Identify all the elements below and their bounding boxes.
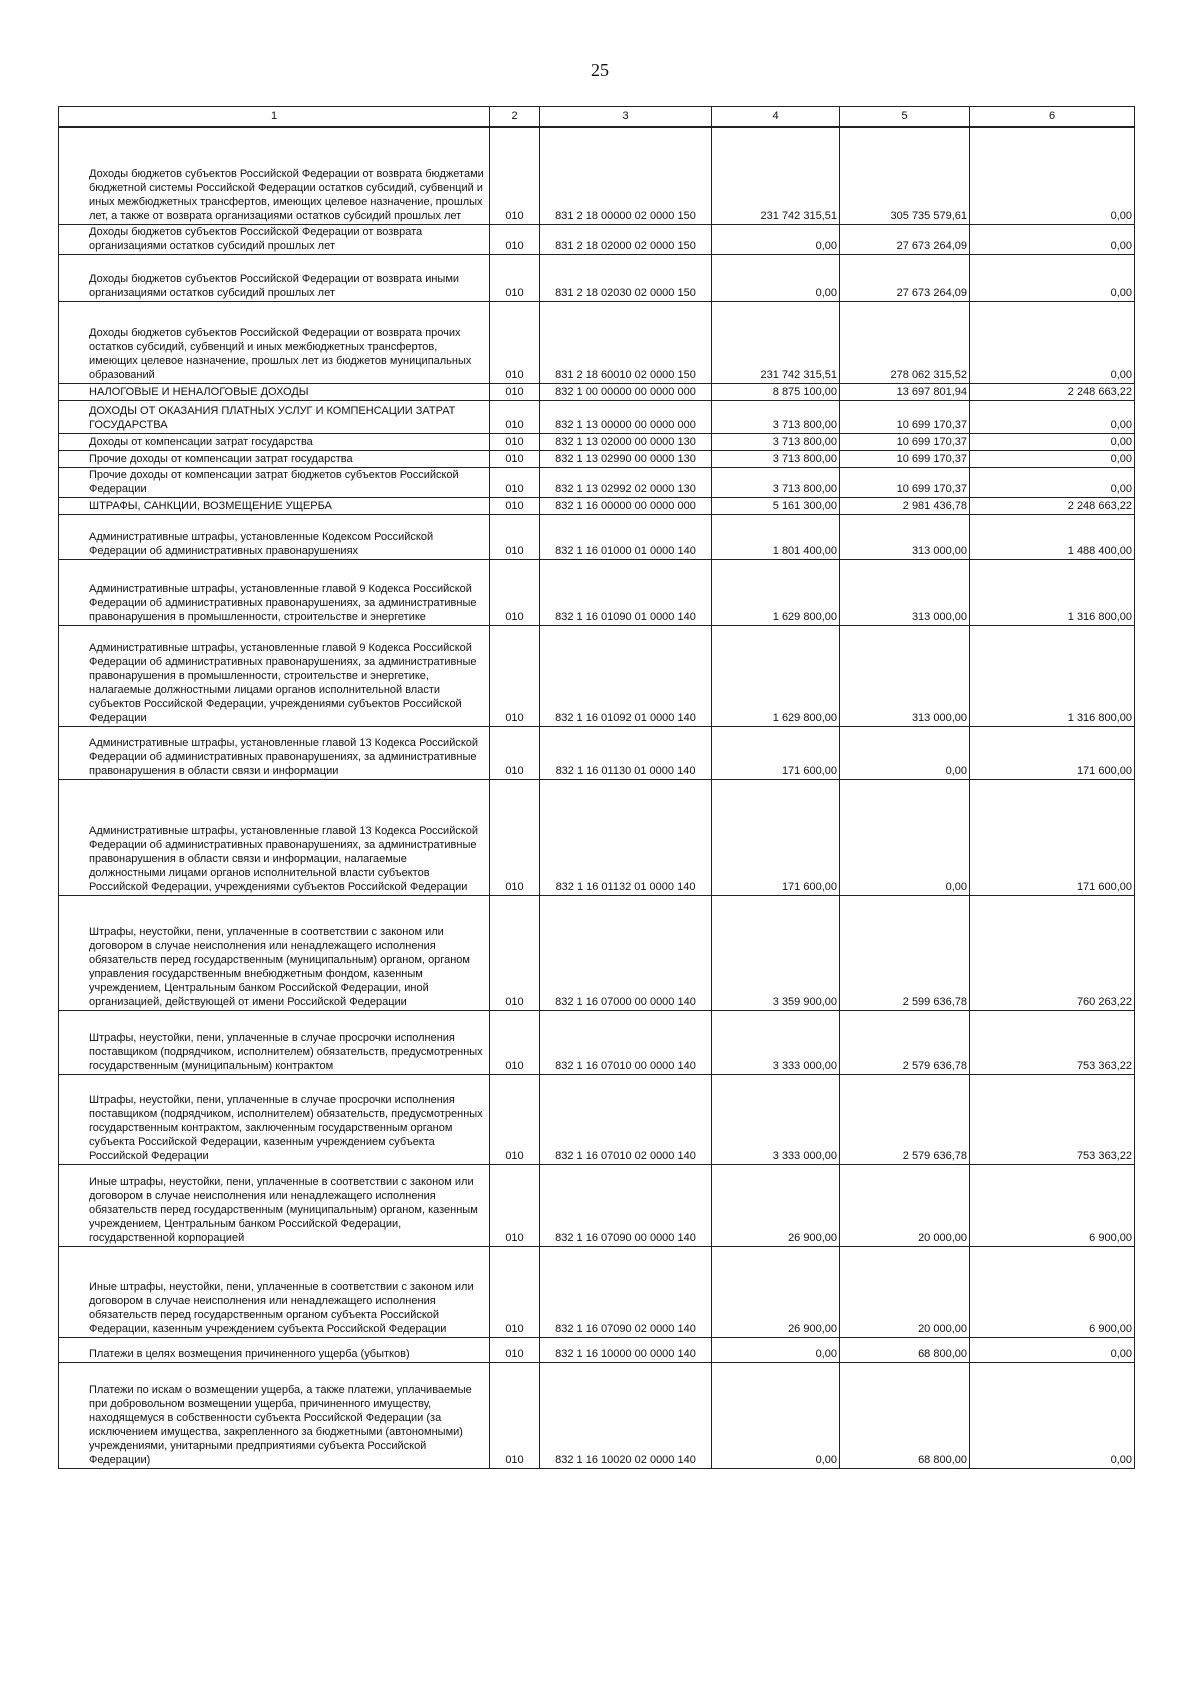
row-line-code: 010: [490, 401, 540, 434]
row-budget-code: 832 1 16 07000 00 0000 140: [540, 896, 712, 1011]
row-line-code: 010: [490, 1338, 540, 1363]
table-row: [59, 515, 1135, 560]
row-value-col4: 0,00: [712, 1338, 840, 1363]
row-description: Административные штрафы, установленные главой 13 Кодекса Российской Федерации об административных правонарушениях, за административные правонарушения в области связи и информации, налагаемые должностными лицами органов исполнительной власти субъектов Российской Федерации, учреждениями субъектов Российской Федерации: [59, 780, 490, 896]
table-row: [59, 780, 1135, 896]
row-budget-code: 831 2 18 00000 02 0000 150: [540, 127, 712, 225]
row-value-col6: 1 488 400,00: [970, 515, 1135, 560]
table-row: [59, 1338, 1135, 1363]
row-value-col5: 10 699 170,37: [840, 468, 970, 498]
table-row: [59, 560, 1135, 626]
row-line-code: 010: [490, 255, 540, 302]
row-budget-code: 831 2 18 60010 02 0000 150: [540, 302, 712, 384]
row-value-col4: 171 600,00: [712, 780, 840, 896]
table-row: [59, 127, 1135, 225]
row-line-code: 010: [490, 896, 540, 1011]
row-value-col5: 0,00: [840, 780, 970, 896]
column-header-6: 6: [970, 107, 1135, 127]
row-value-col6: 2 248 663,22: [970, 498, 1135, 515]
row-value-col6: 1 316 800,00: [970, 626, 1135, 727]
row-value-col4: 1 629 800,00: [712, 626, 840, 727]
row-value-col6: 760 263,22: [970, 896, 1135, 1011]
row-value-col5: 10 699 170,37: [840, 434, 970, 451]
table-row: [59, 225, 1135, 255]
column-header-4: 4: [712, 107, 840, 127]
row-value-col4: 0,00: [712, 255, 840, 302]
row-line-code: 010: [490, 451, 540, 468]
row-value-col5: 27 673 264,09: [840, 225, 970, 255]
row-value-col6: 0,00: [970, 434, 1135, 451]
row-value-col6: 171 600,00: [970, 780, 1135, 896]
row-value-col4: 231 742 315,51: [712, 127, 840, 225]
row-line-code: 010: [490, 560, 540, 626]
row-budget-code: 832 1 16 10020 02 0000 140: [540, 1363, 712, 1469]
row-value-col5: 68 800,00: [840, 1363, 970, 1469]
row-value-col4: 26 900,00: [712, 1247, 840, 1338]
row-description: Доходы бюджетов субъектов Российской Федерации от возврата бюджетами бюджетной системы Российской Федерации остатков субсидий, субвенций и иных межбюджетных трансфертов, имеющих целевое назначение, прошлых лет, а также от возврата организациями остатков субсидий прошлых лет: [59, 127, 490, 225]
row-value-col6: 0,00: [970, 451, 1135, 468]
row-description: Доходы бюджетов субъектов Российской Федерации от возврата иными организациями остатков субсидий прошлых лет: [59, 255, 490, 302]
table-row: [59, 1165, 1135, 1247]
row-value-col5: 313 000,00: [840, 515, 970, 560]
row-budget-code: 831 2 18 02000 02 0000 150: [540, 225, 712, 255]
row-budget-code: 832 1 16 07090 02 0000 140: [540, 1247, 712, 1338]
row-budget-code: 832 1 16 01090 01 0000 140: [540, 560, 712, 626]
row-value-col4: 3 713 800,00: [712, 468, 840, 498]
row-line-code: 010: [490, 302, 540, 384]
row-budget-code: 832 1 16 07010 02 0000 140: [540, 1075, 712, 1165]
row-line-code: 010: [490, 434, 540, 451]
row-value-col4: 171 600,00: [712, 727, 840, 780]
row-value-col6: 0,00: [970, 225, 1135, 255]
row-budget-code: 832 1 13 02000 00 0000 130: [540, 434, 712, 451]
row-value-col5: 10 699 170,37: [840, 451, 970, 468]
row-value-col4: 3 713 800,00: [712, 401, 840, 434]
row-line-code: 010: [490, 384, 540, 401]
table-row: [59, 1075, 1135, 1165]
column-header-2: 2: [490, 107, 540, 127]
row-value-col6: 753 363,22: [970, 1011, 1135, 1075]
row-value-col5: 13 697 801,94: [840, 384, 970, 401]
row-value-col6: 0,00: [970, 255, 1135, 302]
row-value-col6: 171 600,00: [970, 727, 1135, 780]
row-value-col5: 68 800,00: [840, 1338, 970, 1363]
row-value-col6: 0,00: [970, 401, 1135, 434]
row-line-code: 010: [490, 498, 540, 515]
row-line-code: 010: [490, 780, 540, 896]
row-value-col4: 26 900,00: [712, 1165, 840, 1247]
row-value-col6: 0,00: [970, 1338, 1135, 1363]
row-line-code: 010: [490, 727, 540, 780]
row-line-code: 010: [490, 1363, 540, 1469]
row-value-col4: 8 875 100,00: [712, 384, 840, 401]
row-budget-code: 832 1 13 02992 02 0000 130: [540, 468, 712, 498]
row-description: НАЛОГОВЫЕ И НЕНАЛОГОВЫЕ ДОХОДЫ: [59, 384, 490, 401]
table-row: [59, 451, 1135, 468]
row-budget-code: 832 1 16 01132 01 0000 140: [540, 780, 712, 896]
row-value-col5: 2 599 636,78: [840, 896, 970, 1011]
row-value-col4: 3 713 800,00: [712, 434, 840, 451]
row-description: Платежи по искам о возмещении ущерба, а также платежи, уплачиваемые при добровольном возмещении ущерба, причиненного имуществу, находящемуся в собственности субъекта Российской Федерации (за исключением имущества, закрепленного за бюджетными (автономными) учреждениями, унитарными предприятиями субъекта Российской Федерации): [59, 1363, 490, 1469]
table-row: [59, 626, 1135, 727]
row-value-col5: 0,00: [840, 727, 970, 780]
page-number: 25: [591, 60, 609, 80]
table-row: [59, 384, 1135, 401]
row-line-code: 010: [490, 515, 540, 560]
table-row: [59, 255, 1135, 302]
table-row: [59, 896, 1135, 1011]
row-value-col4: 1 801 400,00: [712, 515, 840, 560]
row-description: ШТРАФЫ, САНКЦИИ, ВОЗМЕЩЕНИЕ УЩЕРБА: [59, 498, 490, 515]
row-description: Платежи в целях возмещения причиненного ущерба (убытков): [59, 1338, 490, 1363]
row-description: Административные штрафы, установленные главой 9 Кодекса Российской Федерации об административных правонарушениях, за административные правонарушения в промышленности, строительстве и энергетике, налагаемые должностными лицами органов исполнительной власти субъектов Российской Федерации, учреждениями субъектов Российской Федерации: [59, 626, 490, 727]
row-value-col6: 2 248 663,22: [970, 384, 1135, 401]
table-row: [59, 1247, 1135, 1338]
table-row: [59, 434, 1135, 451]
row-value-col5: 10 699 170,37: [840, 401, 970, 434]
row-description: Доходы бюджетов субъектов Российской Федерации от возврата прочих остатков субсидий, субвенций и иных межбюджетных трансфертов, имеющих целевое назначение, прошлых лет из бюджетов муниципальных образований: [59, 302, 490, 384]
row-value-col5: 2 981 436,78: [840, 498, 970, 515]
row-budget-code: 832 1 13 00000 00 0000 000: [540, 401, 712, 434]
row-description: Административные штрафы, установленные главой 13 Кодекса Российской Федерации об административных правонарушениях, за административные правонарушения в области связи и информации: [59, 727, 490, 780]
row-value-col6: 753 363,22: [970, 1075, 1135, 1165]
row-budget-code: 832 1 16 01000 01 0000 140: [540, 515, 712, 560]
row-budget-code: 831 2 18 02030 02 0000 150: [540, 255, 712, 302]
row-value-col5: 278 062 315,52: [840, 302, 970, 384]
row-line-code: 010: [490, 626, 540, 727]
row-line-code: 010: [490, 468, 540, 498]
row-value-col6: 0,00: [970, 302, 1135, 384]
row-budget-code: 832 1 16 01092 01 0000 140: [540, 626, 712, 727]
row-value-col4: 3 359 900,00: [712, 896, 840, 1011]
row-value-col5: 27 673 264,09: [840, 255, 970, 302]
table-row: [59, 727, 1135, 780]
row-value-col4: 0,00: [712, 225, 840, 255]
row-value-col4: 3 333 000,00: [712, 1075, 840, 1165]
row-description: Иные штрафы, неустойки, пени, уплаченные в соответствии с законом или договором в случае неисполнения или ненадлежащего исполнения обязательств перед государственным (муниципальным) органом, казенным учреждением, Центральным банком Российской Федерации, государственной корпорацией: [59, 1165, 490, 1247]
row-description: Иные штрафы, неустойки, пени, уплаченные в соответствии с законом или договором в случае неисполнения или ненадлежащего исполнения обязательств перед государственным органом субъекта Российской Федерации, казенным учреждением субъекта Российской Федерации: [59, 1247, 490, 1338]
row-description: Штрафы, неустойки, пени, уплаченные в соответствии с законом или договором в случае неисполнения или ненадлежащего исполнения обязательств перед государственным (муниципальным) органом, органом управления государственным внебюджетным фондом, казенным учреждением, Центральным банком Российской Федерации, иной организацией, действующей от имени Российской Федерации: [59, 896, 490, 1011]
row-value-col6: 1 316 800,00: [970, 560, 1135, 626]
row-value-col6: 0,00: [970, 127, 1135, 225]
row-value-col4: 1 629 800,00: [712, 560, 840, 626]
column-header-3: 3: [540, 107, 712, 127]
row-budget-code: 832 1 13 02990 00 0000 130: [540, 451, 712, 468]
row-value-col4: 0,00: [712, 1363, 840, 1469]
table-row: [59, 468, 1135, 498]
row-value-col5: 2 579 636,78: [840, 1011, 970, 1075]
table-row: [59, 302, 1135, 384]
row-description: Штрафы, неустойки, пени, уплаченные в случае просрочки исполнения поставщиком (подрядчиком, исполнителем) обязательств, предусмотренных государственным контрактом, заключенным государственным органом субъекта Российской Федерации, казенным учреждением субъекта Российской Федерации: [59, 1075, 490, 1165]
row-value-col5: 2 579 636,78: [840, 1075, 970, 1165]
row-description: ДОХОДЫ ОТ ОКАЗАНИЯ ПЛАТНЫХ УСЛУГ И КОМПЕНСАЦИИ ЗАТРАТ ГОСУДАРСТВА: [59, 401, 490, 434]
budget-report-table: [58, 106, 1135, 1469]
row-value-col5: 20 000,00: [840, 1165, 970, 1247]
row-line-code: 010: [490, 1075, 540, 1165]
row-line-code: 010: [490, 1011, 540, 1075]
row-budget-code: 832 1 16 00000 00 0000 000: [540, 498, 712, 515]
row-value-col6: 6 900,00: [970, 1165, 1135, 1247]
row-description: Прочие доходы от компенсации затрат государства: [59, 451, 490, 468]
row-value-col5: 20 000,00: [840, 1247, 970, 1338]
row-budget-code: 832 1 00 00000 00 0000 000: [540, 384, 712, 401]
row-value-col4: 3 333 000,00: [712, 1011, 840, 1075]
row-description: Доходы бюджетов субъектов Российской Федерации от возврата организациями остатков субсидий прошлых лет: [59, 225, 490, 255]
row-line-code: 010: [490, 1247, 540, 1338]
table-header-row: [59, 107, 1135, 127]
table-row: [59, 1011, 1135, 1075]
row-value-col4: 5 161 300,00: [712, 498, 840, 515]
row-line-code: 010: [490, 1165, 540, 1247]
row-value-col6: 6 900,00: [970, 1247, 1135, 1338]
row-value-col6: 0,00: [970, 468, 1135, 498]
column-header-5: 5: [840, 107, 970, 127]
row-budget-code: 832 1 16 01130 01 0000 140: [540, 727, 712, 780]
column-header-1: 1: [59, 107, 490, 127]
row-line-code: 010: [490, 127, 540, 225]
row-value-col5: 313 000,00: [840, 626, 970, 727]
row-description: Административные штрафы, установленные Кодексом Российской Федерации об административных правонарушениях: [59, 515, 490, 560]
row-budget-code: 832 1 16 07010 00 0000 140: [540, 1011, 712, 1075]
table-row: [59, 1363, 1135, 1469]
row-description: Штрафы, неустойки, пени, уплаченные в случае просрочки исполнения поставщиком (подрядчиком, исполнителем) обязательств, предусмотренных государственным (муниципальным) контрактом: [59, 1011, 490, 1075]
row-value-col5: 305 735 579,61: [840, 127, 970, 225]
table-row: [59, 498, 1135, 515]
row-description: Прочие доходы от компенсации затрат бюджетов субъектов Российской Федерации: [59, 468, 490, 498]
row-budget-code: 832 1 16 07090 00 0000 140: [540, 1165, 712, 1247]
row-value-col4: 231 742 315,51: [712, 302, 840, 384]
row-description: Административные штрафы, установленные главой 9 Кодекса Российской Федерации об административных правонарушениях, за административные правонарушения в промышленности, строительстве и энергетике: [59, 560, 490, 626]
table-row: [59, 401, 1135, 434]
row-description: Доходы от компенсации затрат государства: [59, 434, 490, 451]
row-value-col6: 0,00: [970, 1363, 1135, 1469]
row-budget-code: 832 1 16 10000 00 0000 140: [540, 1338, 712, 1363]
row-value-col5: 313 000,00: [840, 560, 970, 626]
row-value-col4: 3 713 800,00: [712, 451, 840, 468]
row-line-code: 010: [490, 225, 540, 255]
